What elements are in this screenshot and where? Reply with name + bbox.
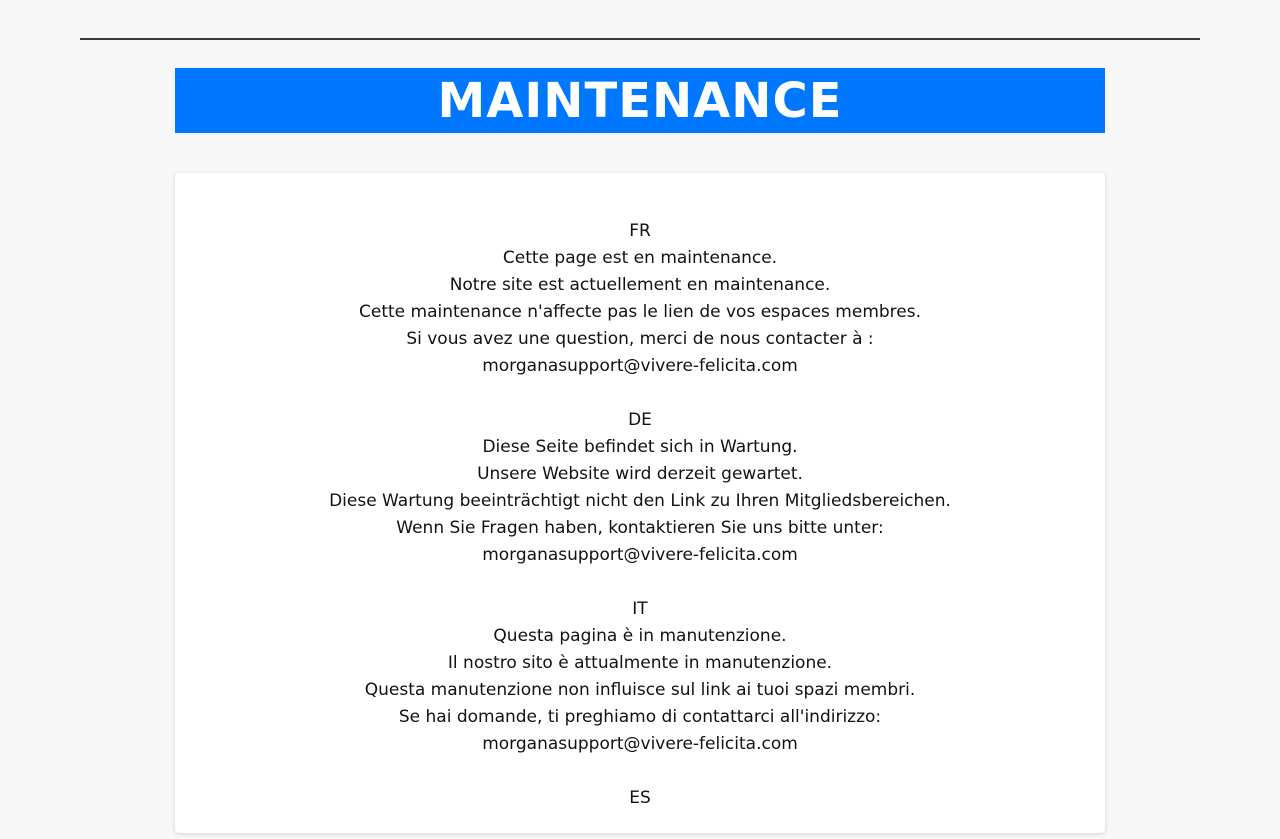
page-title: MAINTENANCE [437,72,843,129]
section-es [175,785,1105,812]
maintenance-banner [175,68,1105,133]
message-content [175,218,1105,839]
support-email: morganasupport@vivere-felicita.com [482,734,798,754]
message-line: Se hai domande, ti preghiamo di contattarci all'indirizzo: [398,707,882,727]
message-line: Questa manutenzione non influisce sul link ai tuoi spazi membri. [364,680,916,700]
message-line: Questa pagina è in manutenzione. [493,626,787,646]
message-line: Wenn Sie Fragen haben, kontaktieren Sie uns bitte unter: [396,518,884,538]
language-code: DE [628,410,652,430]
message-line: Diese Wartung beeinträchtigt nicht den Link zu Ihren Mitgliedsbereichen. [329,491,951,511]
section-it [175,596,1105,758]
support-email: morganasupport@vivere-felicita.com [482,545,798,565]
message-line: Cette maintenance n'affecte pas le lien de vos espaces membres. [358,302,922,322]
message-card [175,173,1105,833]
support-email: morganasupport@vivere-felicita.com [482,356,798,376]
section-de [175,407,1105,569]
top-divider [80,38,1200,40]
message-line: Cette page est en maintenance. [502,248,778,268]
message-line: Si vous avez une question, merci de nous contacter à : [406,329,874,349]
language-code: FR [629,221,651,241]
language-code: ES [629,788,651,808]
message-line: Il nostro sito è attualmente in manutenzione. [447,653,833,673]
message-line: Unsere Website wird derzeit gewartet. [477,464,803,484]
message-line: Diese Seite befindet sich in Wartung. [482,437,798,457]
message-line: Notre site est actuellement en maintenance. [449,275,831,295]
section-fr [175,218,1105,380]
language-code: IT [632,599,648,619]
